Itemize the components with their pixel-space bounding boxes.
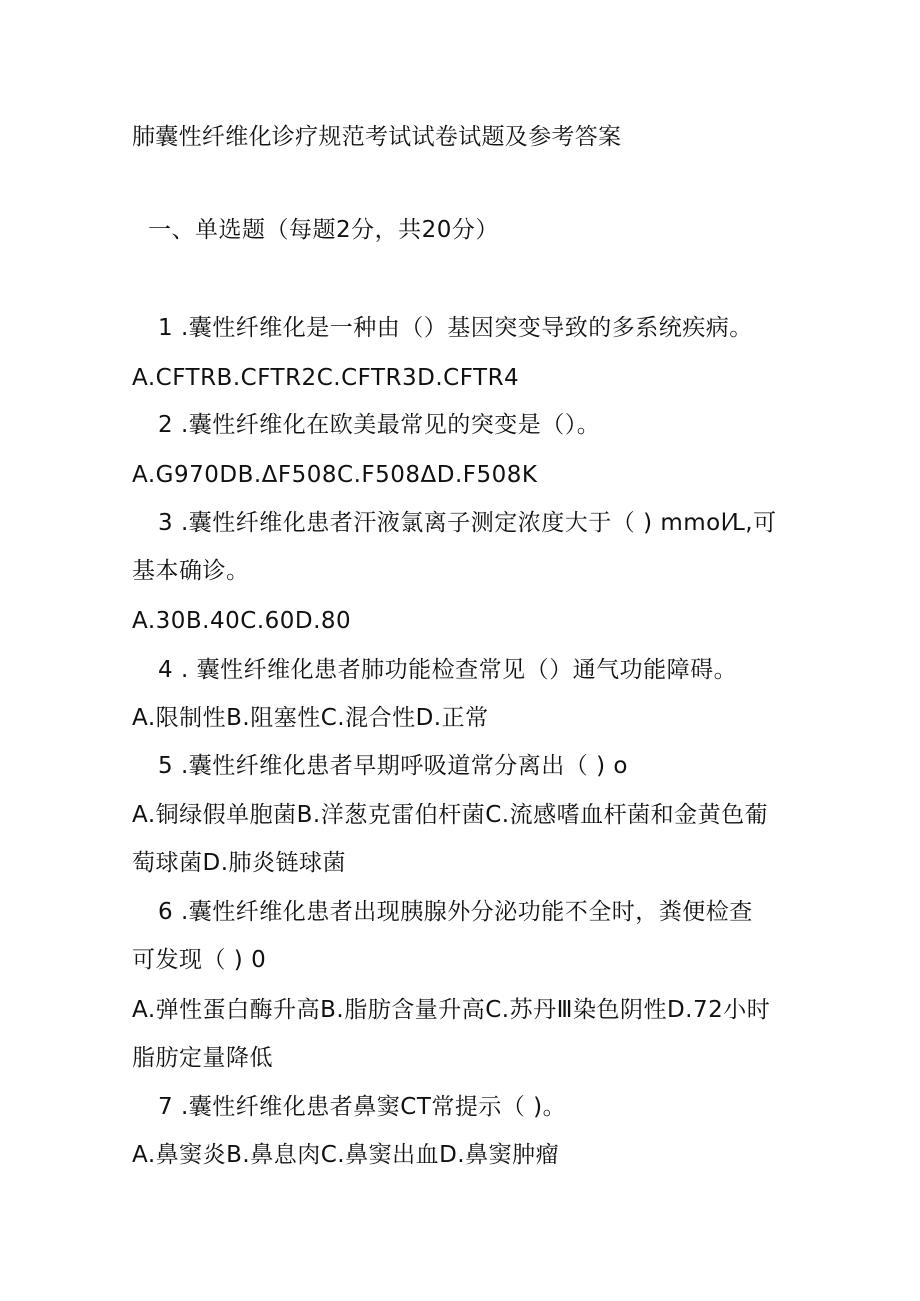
question-1-options: A.CFTRB.CFTR2C.CFTR3D.CFTR4 <box>132 365 520 391</box>
page-title: 肺囊性纤维化诊疗规范考试试卷试题及参考答案 <box>132 124 622 150</box>
question-4-stem: 4 . 囊性纤维化患者肺功能检查常见（）通气功能障碍。 <box>158 657 738 683</box>
question-2-options: A.G970DB.ΔF508C.F508ΔD.F508K <box>132 462 538 488</box>
question-5-options-line-1: A.铜绿假单胞菌B.洋葱克雷伯杆菌C.流感嗜血杆菌和金黄色葡 <box>132 802 769 828</box>
question-6-stem-line-1: 6 .囊性纤维化患者出现胰腺外分泌功能不全时，粪便检查 <box>158 899 753 925</box>
question-3-stem-line-1: 3 .囊性纤维化患者汗液氯离子测定浓度大于（ ) mmol⁄L,可 <box>158 510 777 536</box>
question-7-options: A.鼻窦炎B.鼻息肉C.鼻窦出血D.鼻窦肿瘤 <box>132 1142 560 1168</box>
question-5-options-line-2: 萄球菌D.肺炎链球菌 <box>132 850 347 876</box>
question-6-options-line-2: 脂肪定量降低 <box>132 1045 273 1071</box>
question-3-stem-line-2: 基本确诊。 <box>132 558 250 584</box>
question-4-options: A.限制性B.阻塞性C.混合性D.正常 <box>132 705 489 731</box>
question-6-options-line-1: A.弹性蛋白酶升高B.脂肪含量升高C.苏丹Ⅲ染色阴性D.72小时 <box>132 997 771 1023</box>
question-7-stem: 7 .囊性纤维化患者鼻窦CT常提示（ )。 <box>158 1094 567 1120</box>
question-2-stem: 2 .囊性纤维化在欧美最常见的突变是（）。 <box>158 412 601 438</box>
question-1-stem: 1 .囊性纤维化是一种由（）基因突变导致的多系统疾病。 <box>158 315 753 341</box>
section-heading: 一、单选题（每题2分，共20分） <box>148 217 499 243</box>
question-3-options: A.30B.40C.60D.80 <box>132 608 352 634</box>
question-6-stem-line-2: 可发现（ ) 0 <box>132 947 267 973</box>
question-5-stem: 5 .囊性纤维化患者早期呼吸道常分离出（ ) o <box>158 753 628 779</box>
